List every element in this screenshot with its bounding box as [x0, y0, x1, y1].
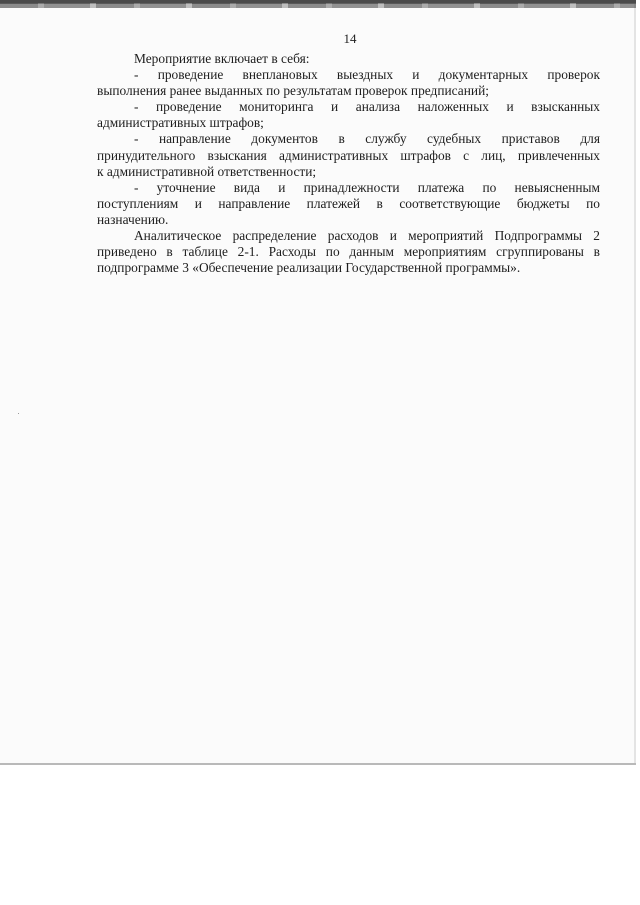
text-line-bullet-3-cont-1: принудительного взыскания административных штрафов с лиц, привлеченных	[97, 147, 600, 163]
text-line-intro: Мероприятие включает в себя:	[134, 51, 310, 66]
scan-top-edge	[0, 3, 636, 8]
text-line-analytics-cont-1: приведено в таблице 2-1. Расходы по данным мероприятиям сгруппированы в	[97, 244, 600, 260]
text-line-analytics: Аналитическое распределение расходов и мероприятий Подпрограммы 2	[134, 228, 600, 244]
scan-speck	[18, 413, 19, 414]
text-line-analytics-cont-2: подпрограмме 3 «Обеспечение реализации Государственной программы».	[97, 260, 521, 276]
text-line-bullet-3-cont-2: к административной ответственности;	[97, 163, 317, 179]
text-line-bullet-3: - направление документов в службу судебных приставов для	[134, 131, 600, 147]
text-line-bullet-2-cont: административных штрафов;	[97, 115, 264, 131]
text-line-bullet-4-cont-1: поступлениям и направление платежей в соответствующие бюджеты по	[97, 195, 600, 211]
blank-area	[0, 765, 640, 905]
text-line-bullet-4: - уточнение вида и принадлежности платежа по невыясненным	[134, 179, 600, 195]
text-line-bullet-1-cont: выполнения ранее выданных по результатам проверок предписаний;	[97, 83, 489, 99]
text-line-bullet-2: - проведение мониторинга и анализа наложенных и взысканных	[134, 99, 600, 115]
document-body	[97, 51, 600, 276]
text-line-bullet-4-cont-2: назначению.	[97, 211, 169, 227]
text-line-bullet-1: - проведение внеплановых выездных и документарных проверок	[134, 67, 600, 83]
page-number: 14	[343, 31, 357, 46]
